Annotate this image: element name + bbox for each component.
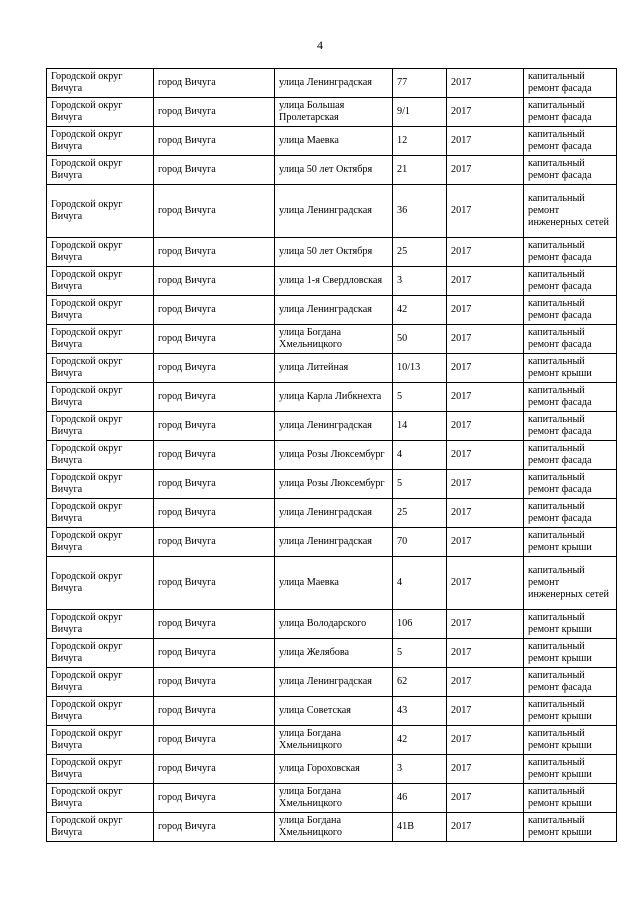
work-type-cell: капитальный ремонт крыши	[524, 813, 617, 842]
city-cell: город Вичуга	[154, 69, 275, 98]
city-cell: город Вичуга	[154, 412, 275, 441]
city-cell: город Вичуга	[154, 470, 275, 499]
year-cell: 2017	[447, 296, 524, 325]
work-type-cell: капитальный ремонт фасада	[524, 412, 617, 441]
house-number-cell: 42	[393, 296, 447, 325]
work-type-cell: капитальный ремонт крыши	[524, 726, 617, 755]
district-cell: Городской округ Вичуга	[47, 69, 154, 98]
work-type-cell: капитальный ремонт фасада	[524, 383, 617, 412]
house-number-cell: 42	[393, 726, 447, 755]
year-cell: 2017	[447, 557, 524, 610]
district-cell: Городской округ Вичуга	[47, 813, 154, 842]
year-cell: 2017	[447, 98, 524, 127]
city-cell: город Вичуга	[154, 185, 275, 238]
table-row	[47, 528, 617, 557]
city-cell: город Вичуга	[154, 127, 275, 156]
table-row	[47, 784, 617, 813]
street-cell: улица Богдана Хмельницкого	[275, 325, 393, 354]
work-type-cell: капитальный ремонт фасада	[524, 127, 617, 156]
table-body	[47, 69, 617, 842]
city-cell: город Вичуга	[154, 668, 275, 697]
house-number-cell: 21	[393, 156, 447, 185]
year-cell: 2017	[447, 127, 524, 156]
house-number-cell: 3	[393, 267, 447, 296]
district-cell: Городской округ Вичуга	[47, 557, 154, 610]
city-cell: город Вичуга	[154, 296, 275, 325]
city-cell: город Вичуга	[154, 755, 275, 784]
city-cell: город Вичуга	[154, 98, 275, 127]
table-row	[47, 238, 617, 267]
table-row	[47, 697, 617, 726]
year-cell: 2017	[447, 726, 524, 755]
district-cell: Городской округ Вичуга	[47, 325, 154, 354]
street-cell: улица Ленинградская	[275, 412, 393, 441]
district-cell: Городской округ Вичуга	[47, 784, 154, 813]
table-row	[47, 470, 617, 499]
city-cell: город Вичуга	[154, 383, 275, 412]
page-number: 4	[317, 38, 323, 52]
work-type-cell: капитальный ремонт фасада	[524, 69, 617, 98]
year-cell: 2017	[447, 639, 524, 668]
house-number-cell: 5	[393, 639, 447, 668]
house-number-cell: 10/13	[393, 354, 447, 383]
year-cell: 2017	[447, 238, 524, 267]
district-cell: Городской округ Вичуга	[47, 697, 154, 726]
house-number-cell: 36	[393, 185, 447, 238]
work-type-cell: капитальный ремонт инженерных сетей	[524, 557, 617, 610]
table-row	[47, 354, 617, 383]
work-type-cell: капитальный ремонт фасада	[524, 156, 617, 185]
house-number-cell: 5	[393, 383, 447, 412]
work-type-cell: капитальный ремонт крыши	[524, 610, 617, 639]
house-number-cell: 12	[393, 127, 447, 156]
year-cell: 2017	[447, 69, 524, 98]
work-type-cell: капитальный ремонт фасада	[524, 441, 617, 470]
house-number-cell: 4	[393, 557, 447, 610]
table-row	[47, 412, 617, 441]
street-cell: улица Советская	[275, 697, 393, 726]
district-cell: Городской округ Вичуга	[47, 127, 154, 156]
year-cell: 2017	[447, 784, 524, 813]
city-cell: город Вичуга	[154, 726, 275, 755]
street-cell: улица Большая Пролетарская	[275, 98, 393, 127]
street-cell: улица Володарского	[275, 610, 393, 639]
street-cell: улица Ленинградская	[275, 499, 393, 528]
house-number-cell: 50	[393, 325, 447, 354]
city-cell: город Вичуга	[154, 354, 275, 383]
work-type-cell: капитальный ремонт крыши	[524, 784, 617, 813]
street-cell: улица Карла Либкнехта	[275, 383, 393, 412]
year-cell: 2017	[447, 441, 524, 470]
year-cell: 2017	[447, 755, 524, 784]
district-cell: Городской округ Вичуга	[47, 755, 154, 784]
house-number-cell: 41В	[393, 813, 447, 842]
district-cell: Городской округ Вичуга	[47, 383, 154, 412]
district-cell: Городской округ Вичуга	[47, 238, 154, 267]
district-cell: Городской округ Вичуга	[47, 98, 154, 127]
house-number-cell: 4	[393, 441, 447, 470]
district-cell: Городской округ Вичуга	[47, 528, 154, 557]
table-row	[47, 441, 617, 470]
year-cell: 2017	[447, 499, 524, 528]
house-number-cell: 3	[393, 755, 447, 784]
district-cell: Городской округ Вичуга	[47, 668, 154, 697]
house-number-cell: 46	[393, 784, 447, 813]
house-number-cell: 5	[393, 470, 447, 499]
work-type-cell: капитальный ремонт фасада	[524, 499, 617, 528]
year-cell: 2017	[447, 412, 524, 441]
house-number-cell: 62	[393, 668, 447, 697]
city-cell: город Вичуга	[154, 156, 275, 185]
street-cell: улица Маевка	[275, 557, 393, 610]
city-cell: город Вичуга	[154, 697, 275, 726]
address-table	[46, 68, 617, 842]
city-cell: город Вичуга	[154, 813, 275, 842]
year-cell: 2017	[447, 267, 524, 296]
street-cell: улица Богдана Хмельницкого	[275, 726, 393, 755]
year-cell: 2017	[447, 813, 524, 842]
city-cell: город Вичуга	[154, 528, 275, 557]
work-type-cell: капитальный ремонт крыши	[524, 697, 617, 726]
table-row	[47, 557, 617, 610]
district-cell: Городской округ Вичуга	[47, 156, 154, 185]
district-cell: Городской округ Вичуга	[47, 354, 154, 383]
street-cell: улица Гороховская	[275, 755, 393, 784]
street-cell: улица Богдана Хмельницкого	[275, 813, 393, 842]
year-cell: 2017	[447, 185, 524, 238]
street-cell: улица Ленинградская	[275, 528, 393, 557]
house-number-cell: 9/1	[393, 98, 447, 127]
year-cell: 2017	[447, 470, 524, 499]
street-cell: улица Ленинградская	[275, 69, 393, 98]
district-cell: Городской округ Вичуга	[47, 639, 154, 668]
year-cell: 2017	[447, 354, 524, 383]
work-type-cell: капитальный ремонт фасада	[524, 296, 617, 325]
city-cell: город Вичуга	[154, 499, 275, 528]
work-type-cell: капитальный ремонт фасада	[524, 668, 617, 697]
year-cell: 2017	[447, 383, 524, 412]
table-row	[47, 726, 617, 755]
table-row	[47, 267, 617, 296]
year-cell: 2017	[447, 325, 524, 354]
table-row	[47, 156, 617, 185]
house-number-cell: 14	[393, 412, 447, 441]
district-cell: Городской округ Вичуга	[47, 185, 154, 238]
house-number-cell: 106	[393, 610, 447, 639]
work-type-cell: капитальный ремонт фасада	[524, 267, 617, 296]
city-cell: город Вичуга	[154, 639, 275, 668]
street-cell: улица 1-я Свердловская	[275, 267, 393, 296]
street-cell: улица Маевка	[275, 127, 393, 156]
table-row	[47, 610, 617, 639]
work-type-cell: капитальный ремонт инженерных сетей	[524, 185, 617, 238]
street-cell: улица Ленинградская	[275, 668, 393, 697]
work-type-cell: капитальный ремонт фасада	[524, 98, 617, 127]
table-row	[47, 98, 617, 127]
district-cell: Городской округ Вичуга	[47, 610, 154, 639]
city-cell: город Вичуга	[154, 784, 275, 813]
table-row	[47, 325, 617, 354]
table-row	[47, 639, 617, 668]
district-cell: Городской округ Вичуга	[47, 412, 154, 441]
house-number-cell: 25	[393, 238, 447, 267]
street-cell: улица Богдана Хмельницкого	[275, 784, 393, 813]
street-cell: улица Желябова	[275, 639, 393, 668]
street-cell: улица Литейная	[275, 354, 393, 383]
street-cell: улица Ленинградская	[275, 185, 393, 238]
year-cell: 2017	[447, 697, 524, 726]
table-row	[47, 185, 617, 238]
district-cell: Городской округ Вичуга	[47, 441, 154, 470]
house-number-cell: 25	[393, 499, 447, 528]
city-cell: город Вичуга	[154, 441, 275, 470]
city-cell: город Вичуга	[154, 557, 275, 610]
street-cell: улица Розы Люксембург	[275, 470, 393, 499]
work-type-cell: капитальный ремонт крыши	[524, 354, 617, 383]
table-row	[47, 127, 617, 156]
house-number-cell: 43	[393, 697, 447, 726]
year-cell: 2017	[447, 156, 524, 185]
table-row	[47, 296, 617, 325]
work-type-cell: капитальный ремонт фасада	[524, 325, 617, 354]
table-row	[47, 69, 617, 98]
table-row	[47, 499, 617, 528]
district-cell: Городской округ Вичуга	[47, 499, 154, 528]
work-type-cell: капитальный ремонт фасада	[524, 238, 617, 267]
district-cell: Городской округ Вичуга	[47, 726, 154, 755]
city-cell: город Вичуга	[154, 267, 275, 296]
district-cell: Городской округ Вичуга	[47, 470, 154, 499]
work-type-cell: капитальный ремонт крыши	[524, 755, 617, 784]
street-cell: улица Розы Люксембург	[275, 441, 393, 470]
street-cell: улица Ленинградская	[275, 296, 393, 325]
street-cell: улица 50 лет Октября	[275, 156, 393, 185]
work-type-cell: капитальный ремонт крыши	[524, 528, 617, 557]
table-row	[47, 755, 617, 784]
city-cell: город Вичуга	[154, 325, 275, 354]
district-cell: Городской округ Вичуга	[47, 267, 154, 296]
year-cell: 2017	[447, 610, 524, 639]
table-row	[47, 383, 617, 412]
district-cell: Городской округ Вичуга	[47, 296, 154, 325]
table-row	[47, 813, 617, 842]
city-cell: город Вичуга	[154, 238, 275, 267]
year-cell: 2017	[447, 528, 524, 557]
street-cell: улица 50 лет Октября	[275, 238, 393, 267]
table-row	[47, 668, 617, 697]
work-type-cell: капитальный ремонт крыши	[524, 639, 617, 668]
city-cell: город Вичуга	[154, 610, 275, 639]
house-number-cell: 70	[393, 528, 447, 557]
house-number-cell: 77	[393, 69, 447, 98]
work-type-cell: капитальный ремонт фасада	[524, 470, 617, 499]
year-cell: 2017	[447, 668, 524, 697]
